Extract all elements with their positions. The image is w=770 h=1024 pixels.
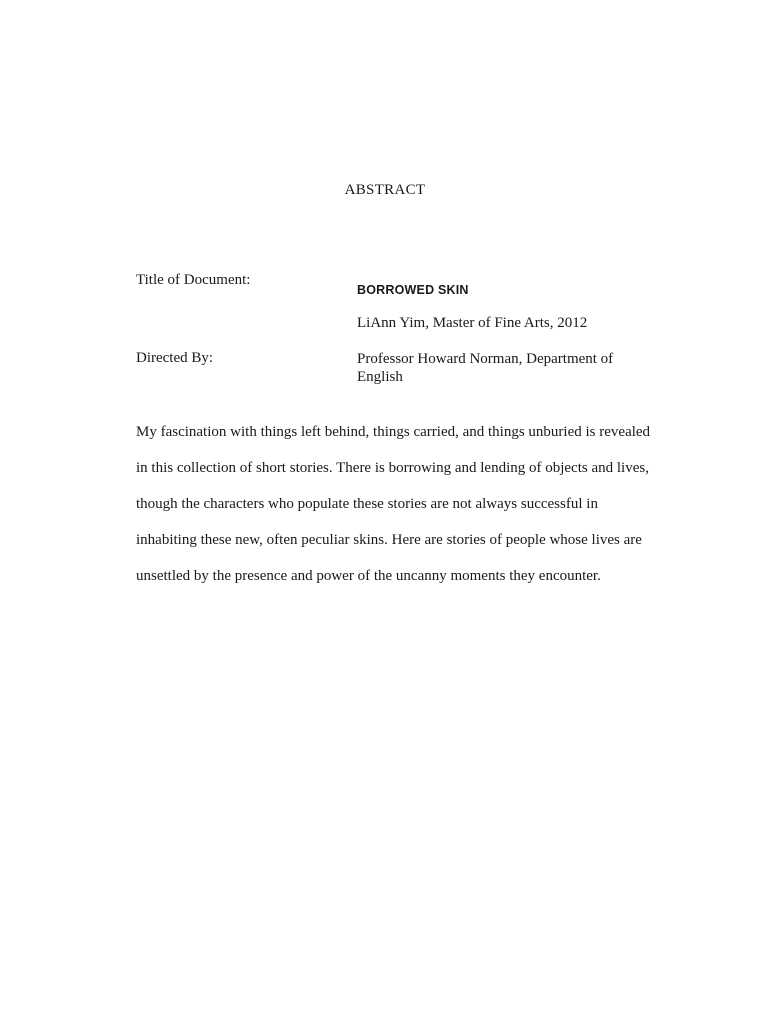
title-of-document-label: Title of Document: (136, 272, 251, 288)
director-line-1: Professor Howard Norman, Department of (357, 351, 614, 367)
director-line-2: English (357, 369, 403, 385)
directed-by-label: Directed By: (136, 350, 214, 366)
director-value (357, 350, 647, 386)
abstract-body (136, 421, 666, 601)
abstract-line: though the characters who populate these stories are not always successful in (136, 496, 598, 512)
abstract-line: My fascination with things left behind, things carried, and things unburied is revealed (136, 424, 651, 440)
document-title: BORROWED SKIN (357, 283, 469, 297)
abstract-line: in this collection of short stories. There is borrowing and lending of objects and lives, (136, 460, 649, 476)
abstract-line: unsettled by the presence and power of the uncanny moments they encounter. (136, 568, 601, 584)
page-heading: ABSTRACT (344, 182, 426, 198)
author-line: LiAnn Yim, Master of Fine Arts, 2012 (357, 315, 588, 331)
abstract-line: inhabiting these new, often peculiar skins. Here are stories of people whose lives are (136, 532, 642, 548)
